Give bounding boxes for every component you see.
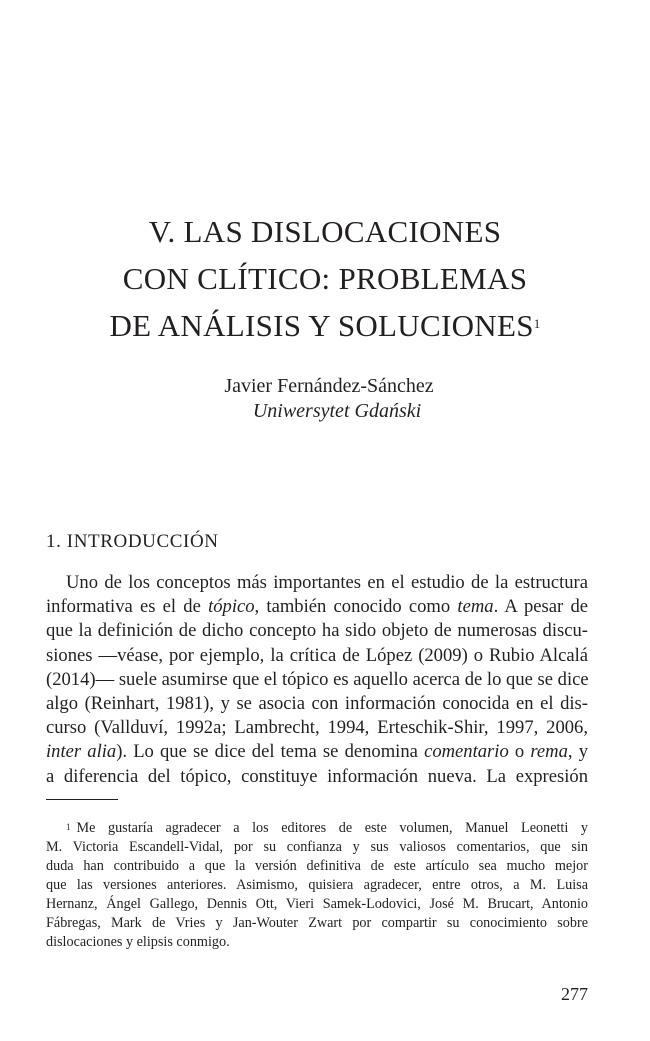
body-line: siones —véase, por ejemplo, la crítica de López (2009) o Rubio Alcalá (46, 644, 588, 666)
footnote-marker: 1 (66, 822, 71, 832)
footnote-line: M. Victoria Escandell-Vidal, por su confianza y sus valiosos comentarios, que sin (46, 839, 588, 855)
italic-term: inter alia (46, 741, 117, 763)
author-block (0, 374, 650, 424)
body-line: algo (Reinhart, 1981), y se asocia con información conocida en el dis- (46, 692, 588, 714)
title-line-3 (0, 302, 650, 349)
title-footnote-marker[interactable]: 1 (533, 316, 541, 331)
italic-term: tópico (208, 596, 255, 618)
footnote-line: Hernanz, Ángel Gallego, Dennis Ott, Vieri Samek-Lodovici, José M. Brucart, Antonio (46, 896, 588, 912)
italic-term: tema (457, 596, 494, 618)
title-line-3-text: DE ANÁLISIS Y SOLUCIONES (109, 308, 534, 343)
body-text-span: . A pesar de (493, 596, 589, 618)
chapter-title (0, 208, 650, 349)
footnote (46, 819, 588, 952)
footnote-line: Fábregas, Mark de Vries y Jan-Wouter Zwart por compartir su conocimiento sobre (46, 915, 588, 931)
footnote-line (46, 819, 588, 838)
body-line: a diferencia del tópico, constituye información nueva. La expresión (46, 765, 588, 787)
body-paragraph (46, 571, 588, 789)
body-text-span: , y (567, 741, 589, 763)
footnote-text-span: Me gustaría agradecer a los editores de este volumen, Manuel Leonetti y (76, 820, 588, 836)
italic-term: comentario (424, 741, 509, 763)
italic-term: rema (530, 741, 568, 763)
body-line: Uno de los conceptos más importantes en el estudio de la estructura (66, 572, 588, 593)
body-text-span: o (508, 741, 531, 763)
page-number: 277 (561, 984, 588, 1004)
author-affiliation: Uniwersytet Gdański (252, 400, 422, 422)
footnote-line: duda han contribuido a que la versión definitiva de este artículo sea mucho mejor (46, 858, 588, 874)
title-line-1: V. LAS DISLOCACIONES (148, 214, 502, 249)
body-text-span: ). Lo que se dice del tema se denomina (116, 741, 425, 763)
footnote-line: dislocaciones y elipsis conmigo. (46, 934, 230, 950)
body-line: (2014)— suele asumirse que el tópico es aquello acerca de lo que se dice (46, 668, 589, 690)
author-name: Javier Fernández-Sánchez (224, 375, 434, 397)
body-text-span: , también conocido como (254, 596, 458, 618)
body-line (46, 595, 588, 619)
body-line: curso (Vallduví, 1992a; Lambrecht, 1994, Erteschik-Shir, 1997, 2006, (46, 717, 588, 739)
section-heading: 1. INTRODUCCIÓN (46, 531, 219, 552)
footnote-line: que las versiones anteriores. Asimismo, quisiera agradecer, entre otros, a M. Luisa (46, 877, 588, 893)
body-line (46, 740, 588, 764)
footnote-divider (46, 799, 118, 800)
body-text-span: informativa es el de (46, 596, 209, 618)
body-line: que la definición de dicho concepto ha sido objeto de numerosas discu- (46, 620, 588, 642)
title-line-2: CON CLÍTICO: PROBLEMAS (122, 261, 528, 296)
